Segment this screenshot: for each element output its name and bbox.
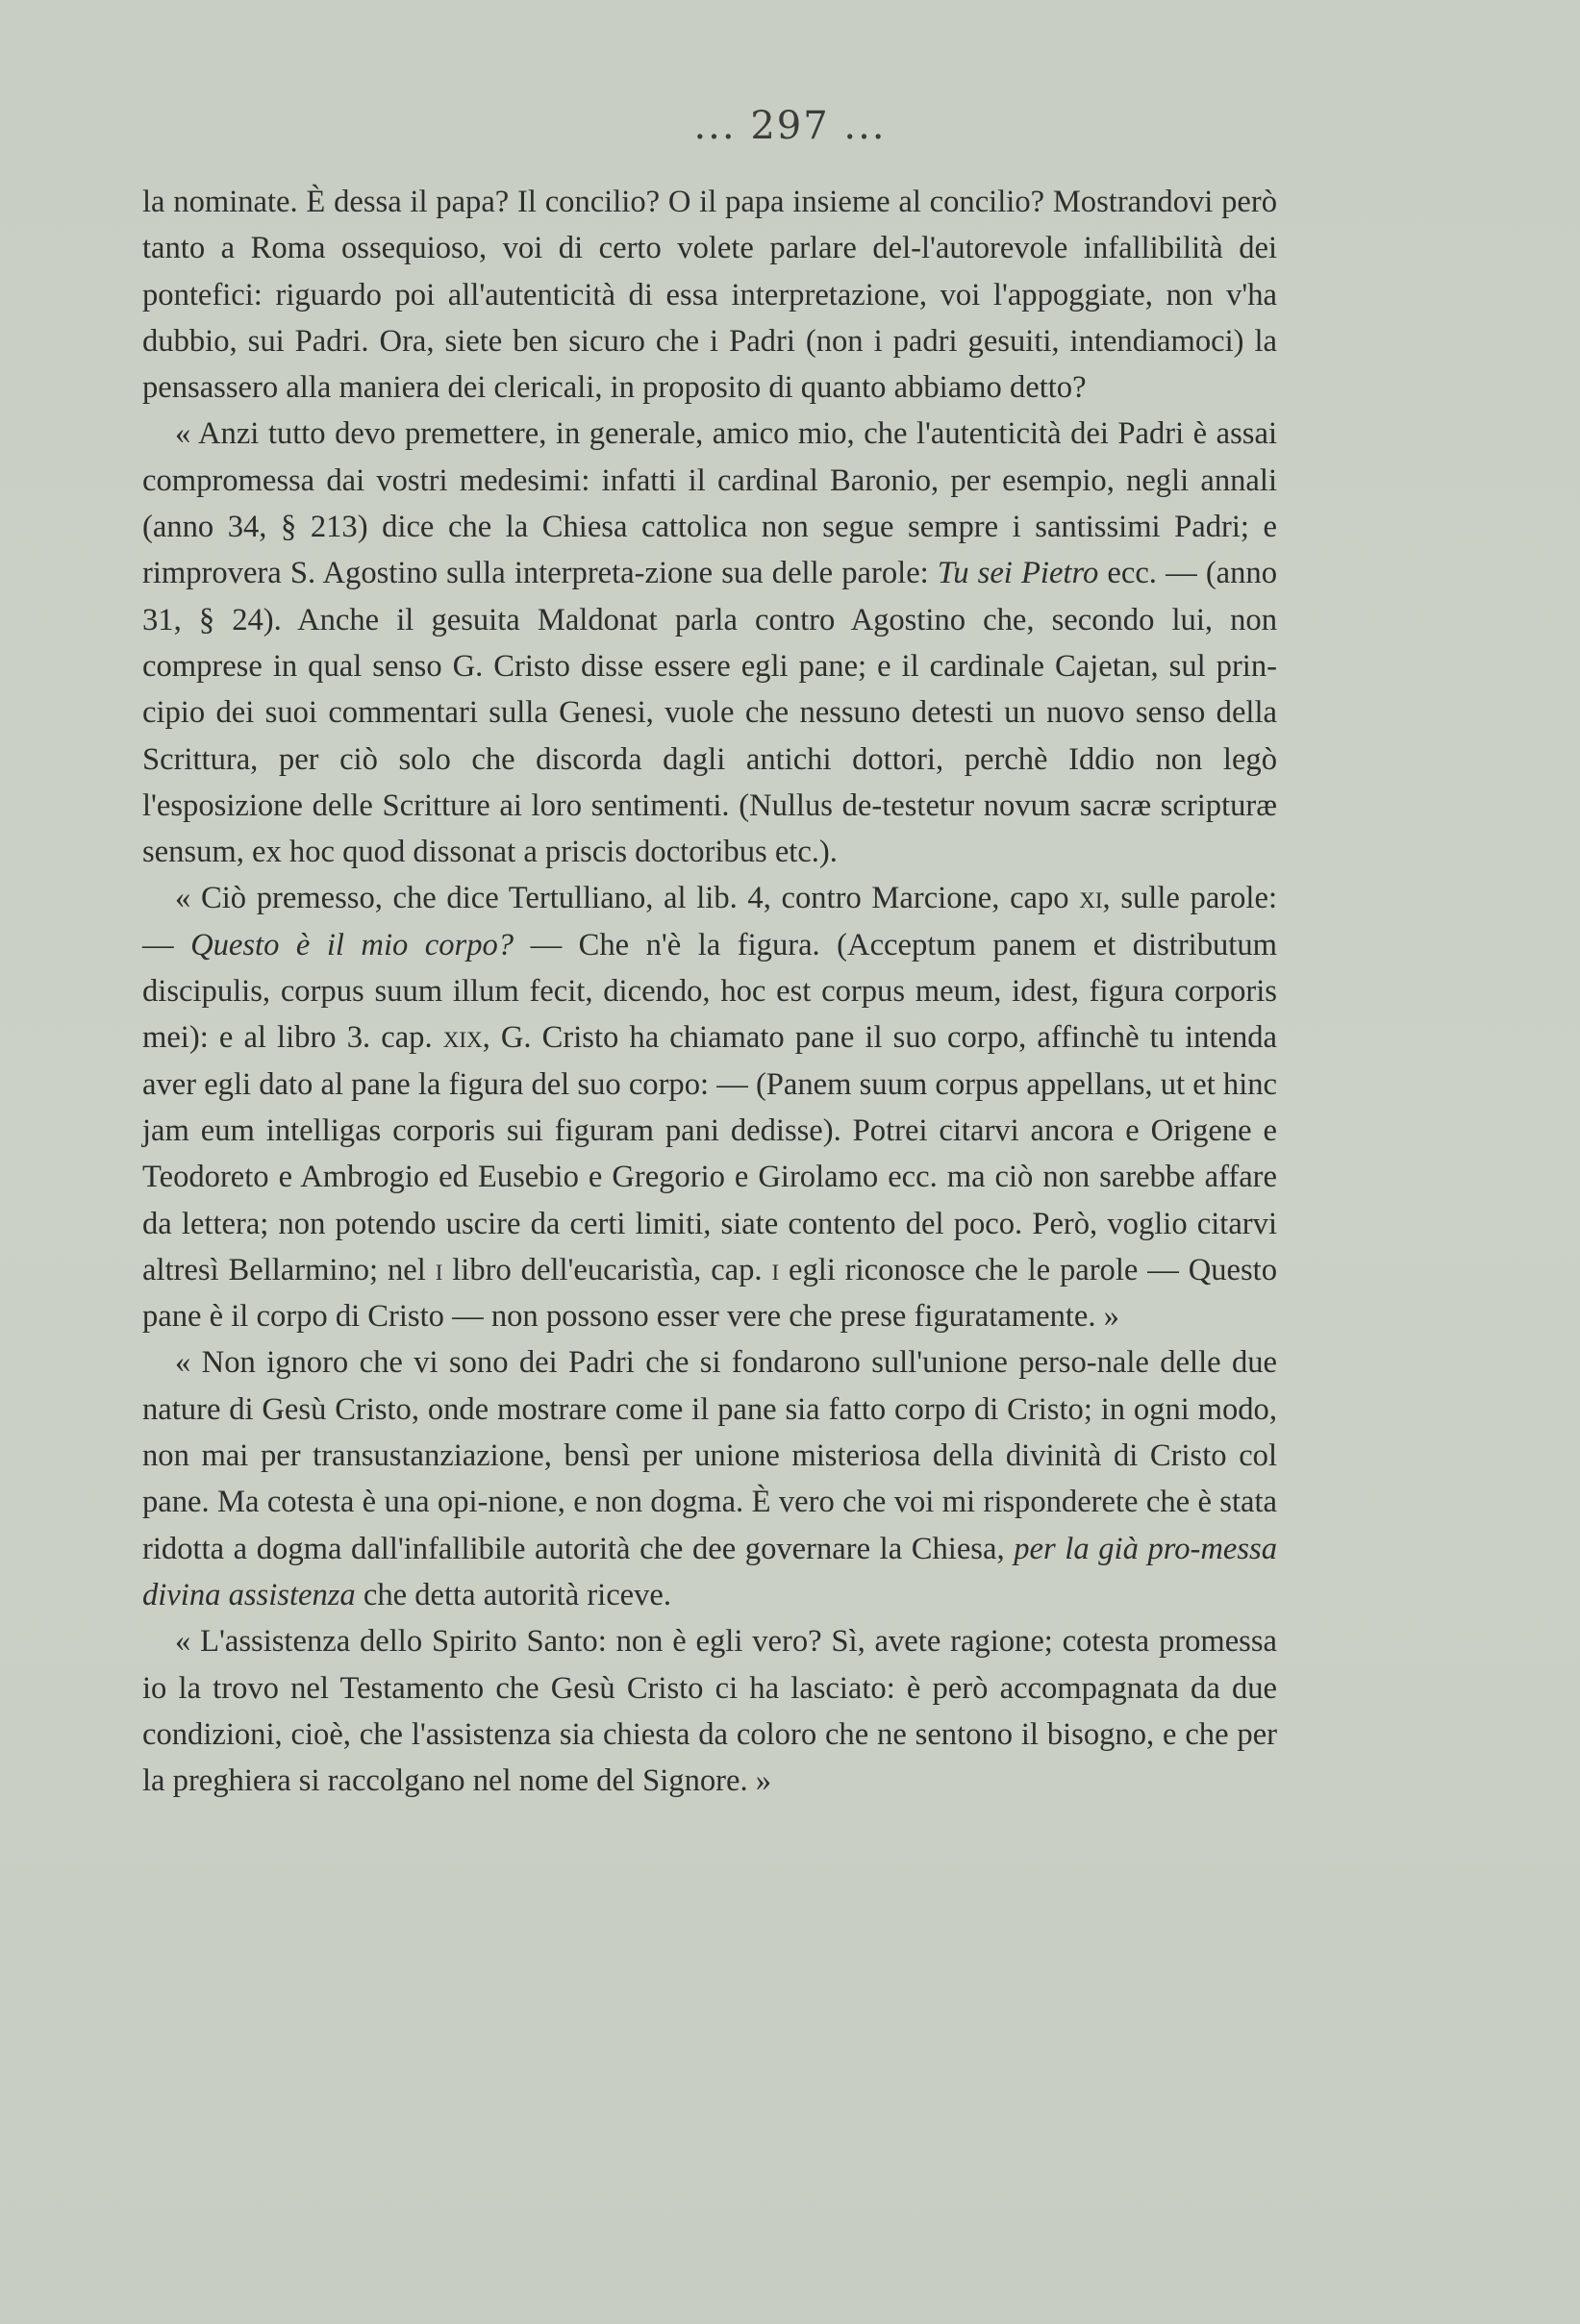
paragraph: [142, 1339, 1277, 1618]
smallcaps-segment: i: [771, 1252, 780, 1287]
text-segment: « Non ignoro che vi sono dei Padri che si fondarono sull'unione perso-nale delle due nature di Gesù Cristo, onde mostrare come il pane sia fatto corpo di Cristo; in ogni modo, non mai per transustanziazione, bensì per unione misteriosa della divinità di Cristo col pane. Ma cotesta è una opi-nione, e non dogma. È vero che voi mi risponderete che è stata ridotta a dogma dall'infallibile autorità che dee governare la Chiesa,: [142, 1345, 1277, 1566]
text-segment: « L'assistenza dello Spirito Santo: non è egli vero? Sì, avete ragione; cotesta promessa io la trovo nel Testamento che Gesù Cristo ci ha lasciato: è però accompagnata da due condizioni, cioè, che l'assistenza sia chiesta da coloro che ne sentono il bisogno, e che per la preghiera si raccolgano nel nome del Signore. »: [142, 1624, 1277, 1799]
paragraph: [142, 875, 1277, 1339]
paragraph: [142, 1618, 1277, 1804]
smallcaps-segment: xi: [1079, 881, 1103, 916]
text-segment: la nominate. È dessa il papa? Il concilio? O il papa insieme al concilio? Mostrandovi però tanto a Roma ossequioso, voi di certo volete parlare del-l'autorevole infallibilità dei pontefici: riguardo poi all'autenticità di essa interpretazione, voi l'appoggiate, non v'ha dubbio, sui Padri. Ora, siete ben sicuro che i Padri (non i padri gesuiti, intendiamoci) la pensassero alla maniera dei clericali, in proposito di quanto abbiamo detto?: [142, 185, 1277, 406]
smallcaps-segment: xix: [442, 1020, 483, 1056]
page-number: ... 297 ...: [693, 104, 887, 148]
italic-segment: per la già pro-messa divina assistenza: [142, 1531, 1278, 1612]
body-text: [142, 179, 1277, 1804]
text-segment: « Anzi tutto devo premettere, in generale, amico mio, che l'autenticità dei Padri è assai compromessa dai vostri medesimi: infatti il cardinal Baronio, per esempio, negli annali (anno 34, § 213) dice che la Chiesa cattolica non segue sempre i santissimi Padri; e rimprovera S. Agostino sulla interpreta-zione sua delle parole:: [142, 416, 1277, 591]
text-segment: egli riconosce che le parole — Questo pane è il corpo di Cristo — non possono esser vere che prese figuratamente. »: [142, 1252, 1277, 1335]
text-segment: , G. Cristo ha chiamato pane il suo corpo, affinchè tu intenda aver egli dato al pane la figura del suo corpo: — (Panem suum corpus appellans, ut et hinc jam eum intelligas corporis sui figuram pani dedisse). Potrei citarvi ancora e Origene e Teodoreto e Ambrogio ed Eusebio e Gregorio e Girolamo ecc. ma ciò non sarebbe affare da lettera; non potendo uscire da certi limiti, siate contento del poco. Però, voglio citarvi altresì Bellarmino; nel: [142, 1020, 1277, 1287]
text-segment: che detta autorità riceve.: [355, 1577, 672, 1612]
italic-segment: Tu sei Pietro: [937, 556, 1099, 591]
paragraph: [142, 179, 1277, 411]
italic-segment: Questo è il mio corpo?: [190, 927, 514, 962]
text-segment: — Che n'è la figura. (Acceptum panem et distributum discipulis, corpus suum illum fecit, dicendo, hoc est corpus meum, idest, figura corporis mei): e al libro 3. cap.: [142, 927, 1277, 1056]
text-segment: « Ciò premesso, che dice Tertulliano, al lib. 4, contro Marcione, capo: [175, 881, 1080, 916]
text-segment: , sulle parole: —: [142, 881, 1277, 962]
paragraph: [142, 411, 1277, 875]
text-segment: ecc. — (anno 31, § 24). Anche il gesuita Maldonat parla contro Agostino che, secondo lui, non comprese in qual senso G. Cristo disse essere egli pane; e il cardinale Cajetan, sul prin-cipio dei suoi commentari sulla Genesi, vuole che nessuno detesti un nuovo senso della Scrittura, per ciò solo che discorda dagli antichi dottori, perchè Iddio non legò l'esposizione delle Scritture ai loro sentimenti. (Nullus de-testetur novum sacræ scripturæ sensum, ex hoc quod dissonat a priscis doctoribus etc.).: [142, 556, 1277, 870]
smallcaps-segment: i: [435, 1252, 443, 1287]
text-segment: libro dell'eucaristìa, cap.: [442, 1252, 772, 1287]
